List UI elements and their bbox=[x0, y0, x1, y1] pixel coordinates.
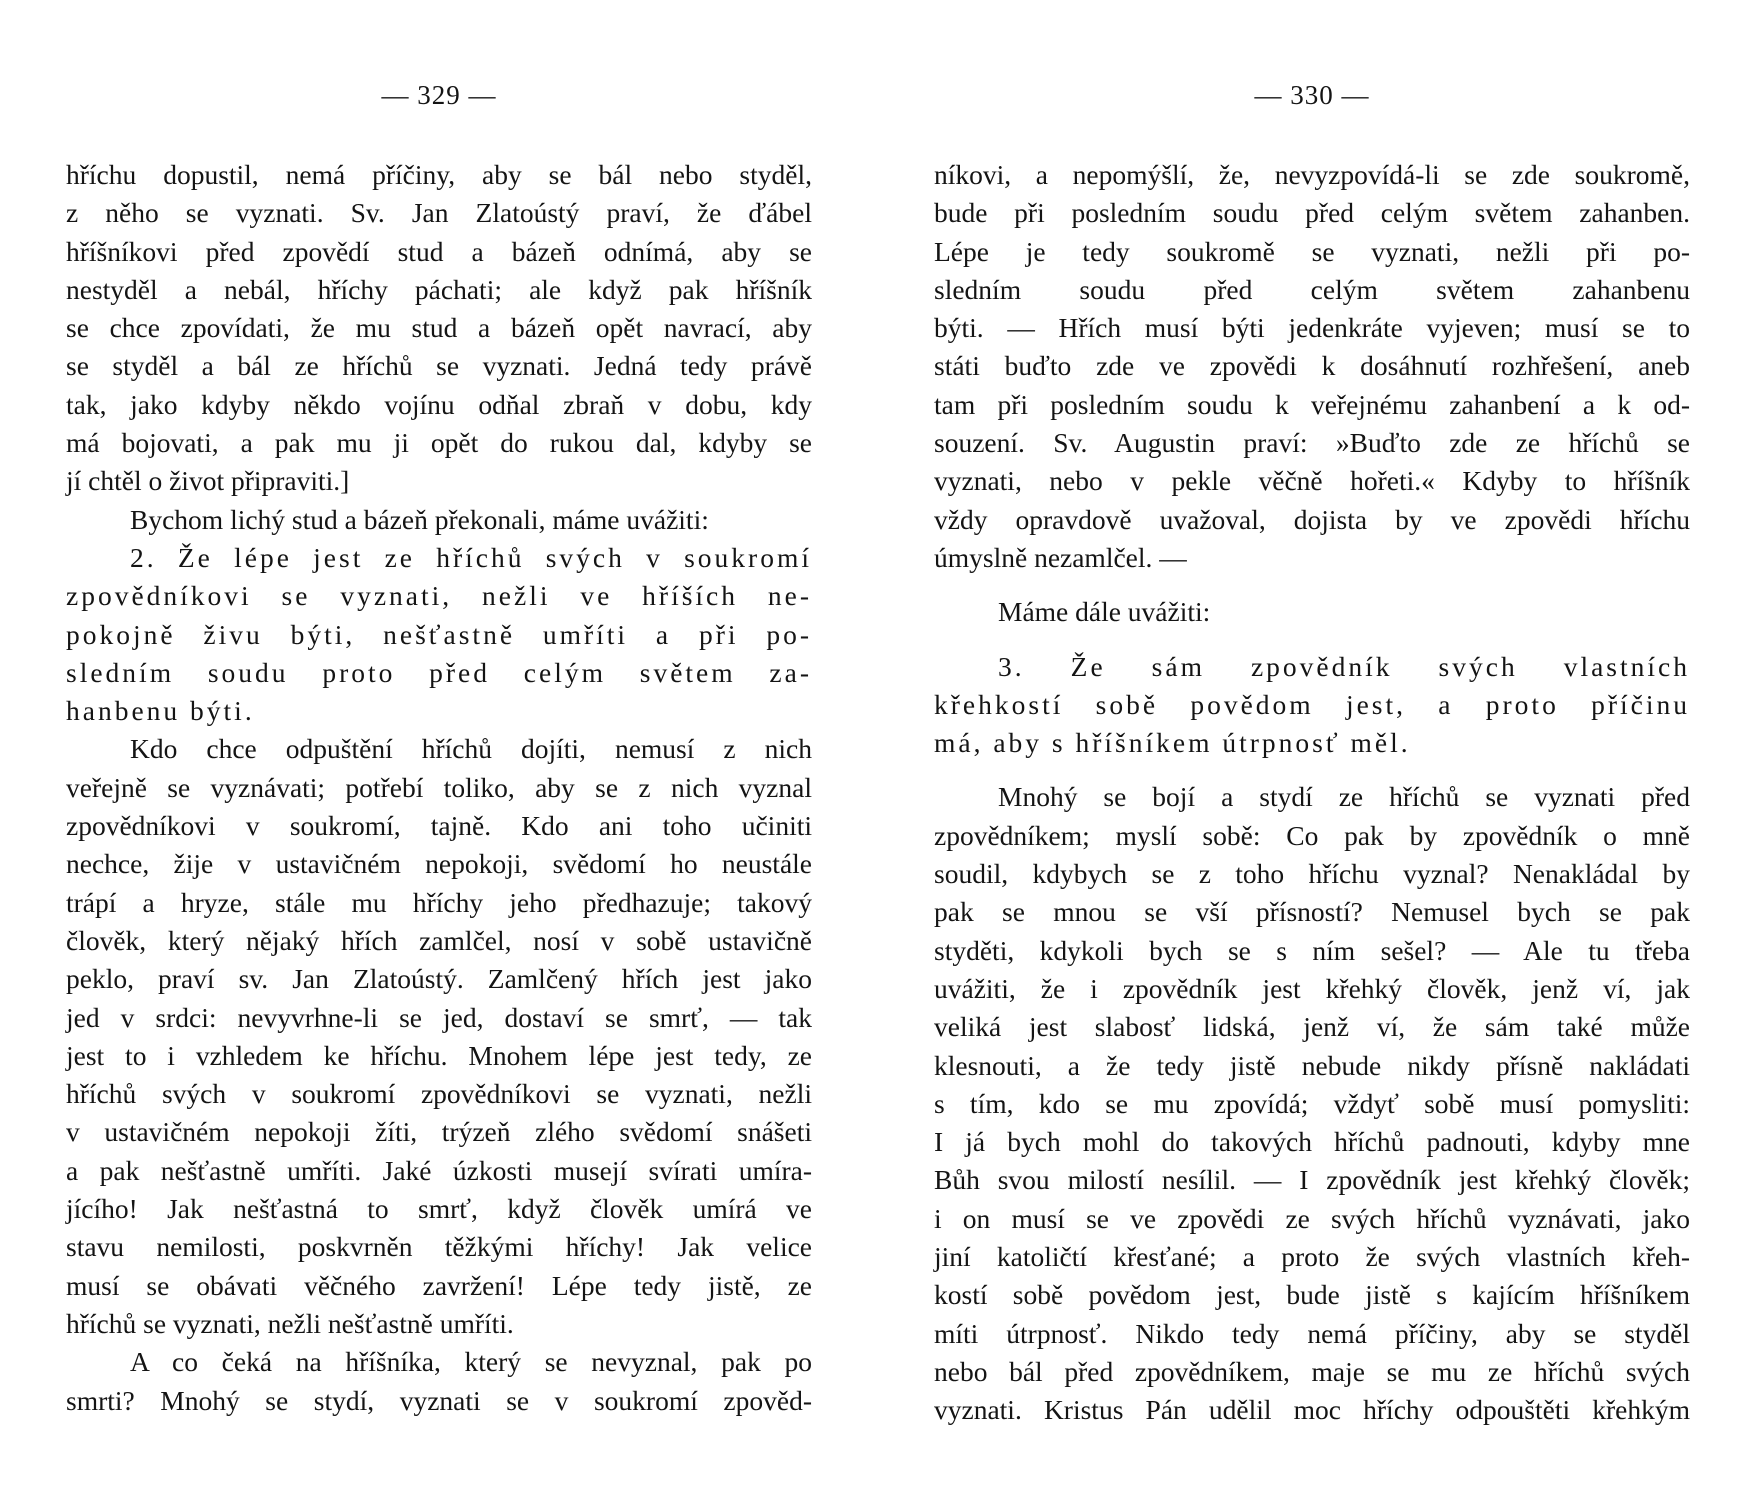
text-line: nebo bál před zpovědníkem, maje se mu ze hříchů svých bbox=[934, 1355, 1690, 1387]
page-number-330: — 330 — bbox=[1254, 80, 1370, 110]
text-line: pak se mnou se vší přísností? Nemusel bych se pak bbox=[934, 896, 1690, 928]
emphasized-heading-line: 2. Že lépe jest ze hříchů svých v soukromí bbox=[130, 541, 812, 573]
text-line: člověk, který nějaký hřích zamlčel, nosí v sobě ustavičně bbox=[66, 924, 812, 956]
text-line: I já bych mohl do takových hříchů padnouti, kdyby mne bbox=[934, 1126, 1690, 1158]
paragraph-gap bbox=[934, 632, 1690, 648]
text-line: jiní katoličtí křesťané; a proto že svých vlastních křeh- bbox=[934, 1241, 1690, 1273]
text-line: jí chtěl o život připraviti.] bbox=[66, 465, 350, 497]
text-line: peklo, praví sv. Jan Zlatoústý. Zamlčený hřích jest jako bbox=[66, 963, 812, 995]
paragraph-gap bbox=[934, 577, 1690, 593]
text-line: styděti, kdykoli bych se s ním sešel? — Ale tu třeba bbox=[934, 934, 1690, 966]
text-line: hříchů svých v soukromí zpovědníkovi se vyznati, nežli bbox=[66, 1078, 812, 1110]
text-line: tam při posledním soudu k veřejnému zahanbení a k od- bbox=[934, 388, 1690, 420]
text-line: souzení. Sv. Augustin praví: »Buďto zde ze hříchů se bbox=[934, 427, 1690, 459]
text-line: hříchu dopustil, nemá příčiny, aby se bál nebo styděl, bbox=[66, 159, 812, 190]
left-page bbox=[66, 0, 812, 1500]
text-line: i on musí se ve zpovědi ze svých hříchů vyznávati, jako bbox=[934, 1202, 1690, 1234]
text-line: jest to i vzhledem ke hříchu. Mnohem lépe jest tedy, ze bbox=[66, 1039, 812, 1071]
text-line: kostí sobě povědom jest, bude jistě s kajícím hříšníkem bbox=[934, 1279, 1690, 1311]
text-line: níkovi, a nepomýšlí, že, nevyzpovídá-li se zde soukromě, bbox=[934, 159, 1690, 190]
text-line: nestyděl a nebál, hříchy páchati; ale když pak hříšník bbox=[66, 273, 812, 305]
text-line: úmyslně nezamlčel. — bbox=[934, 541, 1187, 573]
text-line: vyznati. Kristus Pán udělil moc hříchy odpouštěti křehkým bbox=[934, 1394, 1690, 1426]
text-line: Lépe je tedy soukromě se vyznati, nežli při po- bbox=[934, 235, 1690, 267]
text-line: hříšníkovi před zpovědí stud a bázeň odnímá, aby se bbox=[66, 235, 812, 267]
text-line: Bychom lichý stud a bázeň překonali, máme uvážiti: bbox=[130, 503, 709, 535]
emphasized-heading-line: sledním soudu proto před celým světem za- bbox=[66, 656, 812, 688]
text-line: nechce, žije v ustavičném nepokoji, svědomí ho neustále bbox=[66, 848, 812, 880]
right-page-text bbox=[934, 156, 1690, 1430]
text-line: jícího! Jak nešťastná to smrť, když člověk umírá ve bbox=[66, 1193, 812, 1225]
paragraph-gap bbox=[934, 762, 1690, 778]
text-line: A co čeká na hříšníka, který se nevyznal, pak po bbox=[130, 1346, 812, 1378]
text-line: bude při posledním soudu před celým světem zahanben. bbox=[934, 197, 1690, 229]
text-line: sledním soudu před celým světem zahanbenu bbox=[934, 273, 1690, 305]
text-line: veliká jest slabosť lidská, jenž ví, že sám také může bbox=[934, 1011, 1690, 1043]
text-line: se styděl a bál ze hříchů se vyznati. Jedná tedy právě bbox=[66, 350, 812, 382]
text-line: Bůh svou milostí nesílil. — I zpovědník jest křehký člověk; bbox=[934, 1164, 1690, 1196]
text-line: uvážiti, že i zpovědník jest křehký člověk, jenž ví, jak bbox=[934, 972, 1690, 1004]
right-page bbox=[934, 0, 1690, 1500]
text-line: v ustavičném nepokoji žíti, trýzeň zlého svědomí snášeti bbox=[66, 1116, 812, 1148]
emphasized-heading-line: pokojně živu býti, nešťastně umříti a při po- bbox=[66, 618, 812, 650]
text-line: Mnohý se bojí a stydí ze hříchů se vyznati před bbox=[998, 781, 1690, 813]
text-line: a pak nešťastně umříti. Jaké úzkosti musejí svírati umíra- bbox=[66, 1154, 812, 1186]
text-line: smrti? Mnohý se stydí, vyznati se v soukromí zpověd- bbox=[66, 1384, 812, 1416]
text-line: tak, jako kdyby někdo vojínu odňal zbraň v dobu, kdy bbox=[66, 388, 812, 420]
text-line: Máme dále uvážiti: bbox=[998, 596, 1211, 628]
text-line: veřejně se vyznávati; potřebí toliko, aby se z nich vyznal bbox=[66, 771, 812, 803]
text-line: soudil, kdybych se z toho hříchu vyznal? Nenakládal by bbox=[934, 858, 1690, 890]
left-page-text bbox=[66, 156, 812, 1420]
emphasized-heading-line: má, aby s hříšníkem útrpnosť měl. bbox=[934, 727, 1411, 759]
emphasized-heading-line: hanbenu býti. bbox=[66, 695, 255, 727]
emphasized-heading-line: 3. Že sám zpovědník svých vlastních bbox=[998, 650, 1690, 682]
text-line: musí se obávati věčného zavržení! Lépe tedy jistě, ze bbox=[66, 1269, 812, 1301]
text-line: míti útrpnosť. Nikdo tedy nemá příčiny, aby se styděl bbox=[934, 1317, 1690, 1349]
text-line: státi buďto zde ve zpovědi k dosáhnutí rozhřešení, aneb bbox=[934, 350, 1690, 382]
text-line: býti. — Hřích musí býti jedenkráte vyjeven; musí se to bbox=[934, 312, 1690, 344]
text-line: zpovědníkovi v soukromí, tajně. Kdo ani toho učiniti bbox=[66, 810, 812, 842]
text-line: vždy opravdově uvažoval, dojista by ve zpovědi hříchu bbox=[934, 503, 1690, 535]
text-line: vyznati, nebo v pekle věčně hořeti.« Kdyby to hříšník bbox=[934, 465, 1690, 497]
text-line: s tím, kdo se mu zpovídá; vždyť sobě musí pomysliti: bbox=[934, 1087, 1690, 1119]
text-line: zpovědníkem; myslí sobě: Co pak by zpovědník o mně bbox=[934, 819, 1690, 851]
text-line: klesnouti, a že tedy jistě nebude nikdy přísně nakládati bbox=[934, 1049, 1690, 1081]
text-line: stavu nemilosti, poskvrněn těžkými hříchy! Jak velice bbox=[66, 1231, 812, 1263]
text-line: se chce zpovídati, že mu stud a bázeň opět navrací, aby bbox=[66, 312, 812, 344]
text-line: z něho se vyznati. Sv. Jan Zlatoústý praví, že ďábel bbox=[66, 197, 812, 229]
text-line: jed v srdci: nevyvrhne-li se jed, dostaví se smrť, — tak bbox=[66, 1001, 812, 1033]
text-line: trápí a hryze, stále mu hříchy jeho předhazuje; takový bbox=[66, 886, 812, 918]
text-line: má bojovati, a pak mu ji opět do rukou dal, kdyby se bbox=[66, 427, 812, 459]
emphasized-heading-line: křehkostí sobě povědom jest, a proto příčinu bbox=[934, 688, 1690, 720]
text-line: hříchů se vyznati, nežli nešťastně umříti. bbox=[66, 1307, 514, 1339]
text-line: Kdo chce odpuštění hříchů dojíti, nemusí z nich bbox=[130, 733, 812, 765]
page-number-329: — 329 — bbox=[381, 80, 497, 110]
emphasized-heading-line: zpovědníkovi se vyznati, nežli ve hříších ne- bbox=[66, 580, 812, 612]
